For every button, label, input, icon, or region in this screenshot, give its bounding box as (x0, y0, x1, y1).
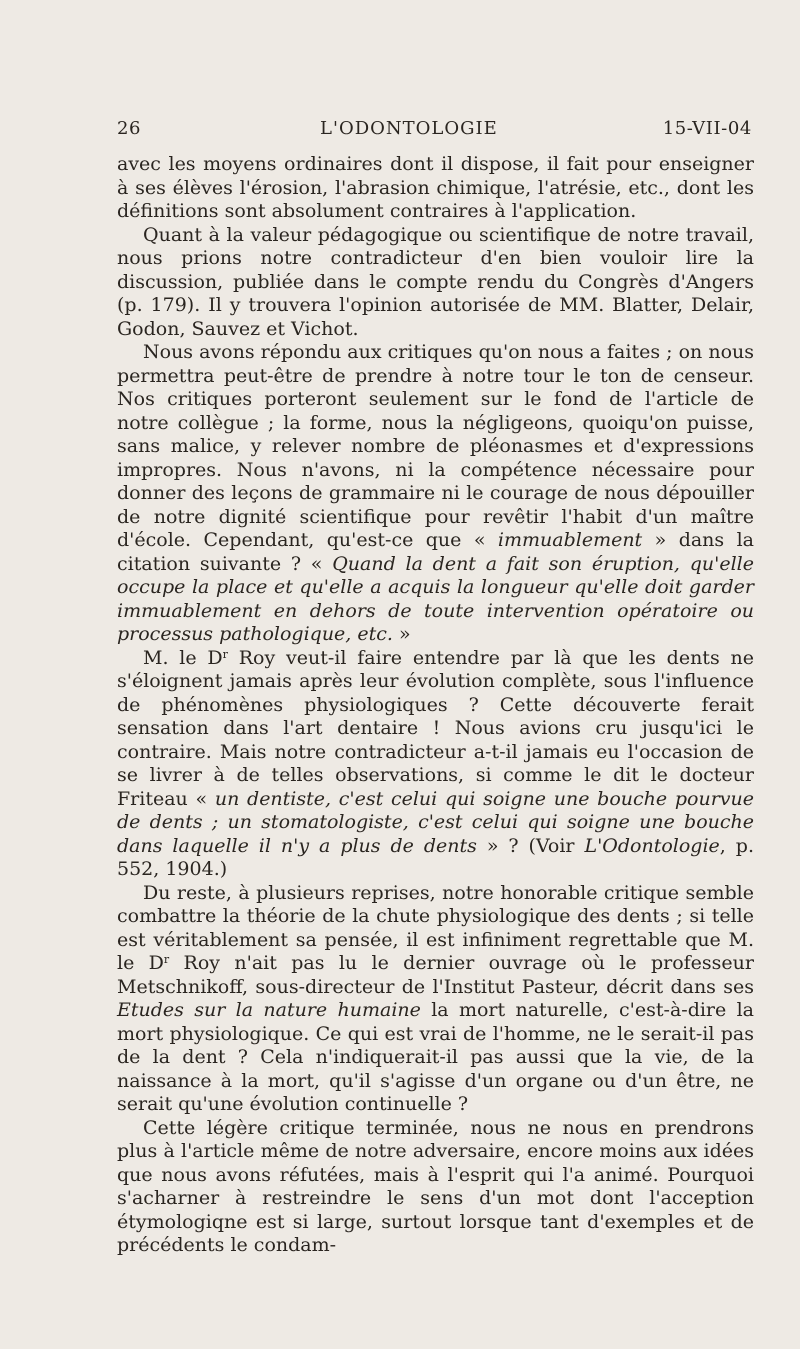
paragraph-1: avec les moyens ordinaires dont il dispose, il fait pour enseigner à ses élèves l'érosion, l'abrasion chimique, l'atrésie, etc., dont les définitions sont absolument contraires à l'application. (117, 153, 754, 222)
paragraph-4 (117, 647, 754, 882)
paragraph-6: Cette légère critique terminée, nous ne nous en prendrons plus à l'article même de notre adversaire, encore moins aux idées que nous avons réfutées, mais à l'esprit qui l'a animé. Pourquoi s'acharner à restreindre le sens d'un mot dont l'acception étymologiqne est si large, surtout lorsque tant d'exemples et de précédents le condam- (117, 1116, 754, 1256)
paragraph-4-superscript: r (222, 647, 228, 661)
paragraph-4-text-2: Roy veut-il faire entendre par là que les dents ne s'éloignent jamais après leur évolution complète, sous l'influence de phénomènes physiologiques ? Cette découverte ferait sensation dans l'art dentaire ! Nous avions cru jusqu'ici le contraire. Mais notre contradicteur a-t-il jamais eu l'occasion de se livrer à de telles observations, si comme le dit le docteur Friteau « (117, 646, 754, 810)
journal-title: L'ODONTOLOGIE (320, 118, 498, 139)
paragraph-4-text-4: , p. 552, 1904.) (117, 834, 754, 880)
paragraph-4-text: M. le D (143, 646, 223, 669)
paragraph-3-text-2: » dans la citation suivante ? « (117, 529, 755, 575)
paragraph-3-quotation: Quand la dent a fait son éruption, qu'elle occupe la place et qu'elle a acquis la longueur qu'elle doit garder immuablement en dehors de toute intervention opératoire ou processus pathologique, etc. (117, 552, 755, 645)
page-number: 26 (117, 118, 142, 139)
paragraph-5 (117, 882, 754, 1117)
paragraph-4-quotation: un dentiste, c'est celui qui soigne une bouche pourvue de dents ; un stomatologiste, c'est celui qui soigne une bouche dans laquelle il n'y a plus de dents (117, 787, 754, 857)
article-body (117, 153, 754, 1258)
paragraph-5-text: Du reste, à plusieurs reprises, notre honorable critique semble combattre la théorie de la chute physiologique des dents ; si telle est véritablement sa pensée, il est infiniment regrettable que M. le D (117, 881, 754, 974)
paragraph-3-text: Nous avons répondu aux critiques qu'on nous a faites ; on nous permettra peut-être de prendre à notre tour le ton de censeur. Nos critiques porteront seulement sur le fond de l'article de notre collègue ; la forme, nous la négligeons, quoiqu'on puisse, sans malice, y relever nombre de pléonasmes et d'expressions impropres. Nous n'avons, ni la compétence nécessaire pour donner des leçons de grammaire ni le courage de nous dépouiller de notre dignité scientifique pour revêtir l'habit d'un maître d'école. Cependant, qu'est-ce que « (117, 341, 754, 551)
paragraph-2: Quant à la valeur pédagogique ou scientifique de notre travail, nous prions notre contradicteur d'en bien vouloir lire la discussion, publiée dans le compte rendu du Congrès d'Angers (p. 179). Il y trouvera l'opinion autorisée de MM. Blatter, Delair, Godon, Sauvez et Vichot. (117, 223, 754, 340)
paragraph-5-superscript: r (163, 953, 170, 966)
paragraph-5-text-3: la mort naturelle, c'est-à-dire la mort physiologique. Ce qui est vrai de l'homme, ne le serait-il pas de la dent ? Cela n'indiquerait-il pas aussi que la vie, de la naissance à la mort, qu'il s'agisse d'un organe ou d'un être, ne serait qu'une évolution continuelle ? (117, 999, 755, 1115)
paragraph-4-journal-citation: L'Odontologie (584, 834, 720, 857)
paragraph-5-book-title: Etudes sur la nature humaine (117, 999, 421, 1021)
paragraph-5-text-2: Roy n'ait pas lu le dernier ouvrage où le professeur Metschnikoff, sous-directeur de l'Institut Pasteur, décrit dans ses (117, 952, 754, 998)
paragraph-3-text-3: » (392, 623, 411, 645)
paragraph-3 (117, 341, 754, 647)
paragraph-3-italic-word: immuablement (497, 529, 643, 551)
running-header (117, 118, 752, 139)
paragraph-4-text-3: » ? (Voir (476, 834, 585, 857)
issue-date: 15-VII-04 (662, 118, 752, 139)
